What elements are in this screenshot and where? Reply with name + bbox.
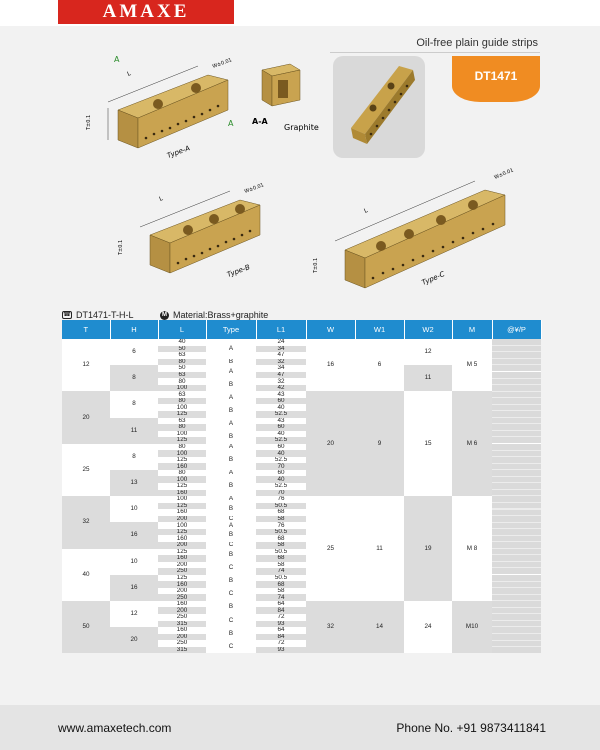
cell-m: M 5 — [452, 339, 492, 391]
cell-h: 6 — [110, 339, 158, 365]
page-subtitle: Oil-free plain guide strips — [416, 37, 538, 49]
cell-l: 100 — [158, 385, 206, 392]
cell-t: 32 — [62, 496, 110, 548]
cell-type: B — [206, 476, 256, 496]
column-header: H — [110, 320, 158, 339]
cell-l1: 58 — [256, 562, 306, 569]
cell-l: 80 — [158, 470, 206, 477]
cell-t: 50 — [62, 601, 110, 653]
cell-t: 12 — [62, 339, 110, 391]
cell-l1: 58 — [256, 588, 306, 595]
cell-l1: 68 — [256, 535, 306, 542]
cell-l: 125 — [158, 575, 206, 582]
cell-type: B — [206, 378, 256, 391]
type-a-dim-w: W±0.01 — [211, 57, 233, 70]
column-header: T — [62, 320, 110, 339]
cell-type: C — [206, 542, 256, 549]
cell-h: 20 — [110, 627, 158, 653]
cell-type: A — [206, 365, 256, 378]
cell-type: C — [206, 562, 256, 575]
cell-l: 100 — [158, 476, 206, 483]
cell-l1: 40 — [256, 476, 306, 483]
cell-l1: 52.5 — [256, 483, 306, 490]
cell-t: 25 — [62, 444, 110, 496]
column-header: W — [306, 320, 355, 339]
section-arrow-a1: A — [114, 55, 120, 64]
cell-w1: 6 — [355, 339, 404, 391]
type-b-drawing — [110, 165, 290, 300]
cell-h: 8 — [110, 444, 158, 470]
cell-w2: 24 — [404, 601, 452, 653]
cell-l1: 50.5 — [256, 529, 306, 536]
cell-l1: 50.5 — [256, 549, 306, 556]
cell-l1: 47 — [256, 372, 306, 379]
cell-l1: 40 — [256, 450, 306, 457]
cell-type: B — [206, 404, 256, 417]
cell-l: 200 — [158, 634, 206, 641]
cell-l1: 50.5 — [256, 575, 306, 582]
cell-l: 100 — [158, 496, 206, 503]
cell-l1: 74 — [256, 568, 306, 575]
cell-h: 10 — [110, 549, 158, 575]
cell-l: 250 — [158, 568, 206, 575]
cell-type: A — [206, 496, 256, 503]
brand-logo: AMAXE — [58, 0, 234, 24]
footer-bar — [0, 705, 600, 750]
phone-number: Phone No. +91 9873411841 — [396, 721, 546, 735]
cell-l: 125 — [158, 437, 206, 444]
type-c-dim-t: T±0.1 — [313, 257, 319, 273]
product-code-badge: DT1471 — [452, 56, 540, 102]
cell-l: 160 — [158, 581, 206, 588]
cell-l: 160 — [158, 509, 206, 516]
cell-type: B — [206, 503, 256, 516]
cell-l1: 72 — [256, 640, 306, 647]
cell-h: 10 — [110, 496, 158, 522]
cell-w1: 14 — [355, 601, 404, 653]
cell-l: 125 — [158, 483, 206, 490]
cell-l: 200 — [158, 516, 206, 523]
cell-l1: 52.5 — [256, 457, 306, 464]
cell-l1: 24 — [256, 339, 306, 346]
website-link[interactable]: www.amaxetech.com — [58, 721, 172, 735]
cell-l: 125 — [158, 457, 206, 464]
cell-l: 125 — [158, 529, 206, 536]
cell-l1: 50.5 — [256, 503, 306, 510]
type-c-dim-l: L — [363, 207, 369, 215]
cell-l1: 74 — [256, 594, 306, 601]
cell-l1: 40 — [256, 431, 306, 438]
cell-type: A — [206, 470, 256, 477]
cell-l1: 58 — [256, 542, 306, 549]
type-b-dim-w: W±0.01 — [243, 182, 265, 195]
cell-h: 8 — [110, 391, 158, 417]
cell-l: 160 — [158, 601, 206, 608]
section-label: A-A — [252, 117, 268, 126]
cell-l: 200 — [158, 588, 206, 595]
cell-l: 80 — [158, 359, 206, 366]
cell-l1: 40 — [256, 404, 306, 411]
cell-l: 63 — [158, 418, 206, 425]
cell-l: 315 — [158, 621, 206, 628]
cell-l: 63 — [158, 372, 206, 379]
cell-type: A — [206, 339, 256, 359]
cell-l1: 60 — [256, 470, 306, 477]
cell-l1: 72 — [256, 614, 306, 621]
cell-m: M 8 — [452, 496, 492, 601]
cell-l1: 84 — [256, 634, 306, 641]
cell-w: 20 — [306, 391, 355, 496]
cell-type: B — [206, 431, 256, 444]
column-header: Type — [206, 320, 256, 339]
cell-l: 100 — [158, 404, 206, 411]
title-divider — [330, 52, 540, 53]
cell-l1: 70 — [256, 490, 306, 497]
cell-t: 40 — [62, 549, 110, 601]
cell-type: C — [206, 588, 256, 601]
column-header: M — [452, 320, 492, 339]
cell-l1: 68 — [256, 509, 306, 516]
column-header: @¥/P — [492, 320, 541, 339]
cell-m: M 6 — [452, 391, 492, 496]
cell-w: 16 — [306, 339, 355, 391]
cell-l: 250 — [158, 614, 206, 621]
cell-type: B — [206, 627, 256, 640]
cell-l1: 32 — [256, 359, 306, 366]
cell-h: 16 — [110, 575, 158, 601]
cell-w2: 15 — [404, 391, 452, 496]
cell-w2: 11 — [404, 365, 452, 391]
cell-type: B — [206, 529, 256, 542]
cell-m: M10 — [452, 601, 492, 653]
cell-l: 63 — [158, 391, 206, 398]
material-spec: M Material:Brass+graphite — [162, 310, 269, 320]
section-aa-drawing — [250, 60, 340, 140]
cell-l: 80 — [158, 378, 206, 385]
ordering-code: ☎ DT1471-T-H-L — [63, 310, 134, 320]
cell-l1: 60 — [256, 424, 306, 431]
graphite-label: Graphite — [284, 123, 319, 132]
cell-l: 160 — [158, 627, 206, 634]
cell-l: 160 — [158, 535, 206, 542]
type-b-dim-t: T±0.1 — [118, 239, 124, 255]
cell-type: A — [206, 444, 256, 451]
column-header: W1 — [355, 320, 404, 339]
cell-l1: 34 — [256, 365, 306, 372]
cell-type: C — [206, 614, 256, 627]
cell-l: 200 — [158, 607, 206, 614]
type-a-label: Type-A — [165, 144, 192, 160]
cell-price — [492, 339, 541, 653]
cell-l1: 84 — [256, 607, 306, 614]
cell-l1: 93 — [256, 621, 306, 628]
type-b-label: Type-B — [225, 263, 252, 279]
cell-l: 80 — [158, 444, 206, 451]
section-arrow-a2: A — [228, 119, 234, 128]
cell-w2: 19 — [404, 496, 452, 601]
type-a-drawing — [78, 40, 258, 175]
cell-w1: 11 — [355, 496, 404, 601]
cell-l: 80 — [158, 424, 206, 431]
cell-l1: 76 — [256, 496, 306, 503]
cell-type: C — [206, 640, 256, 653]
cell-l1: 64 — [256, 601, 306, 608]
cell-l1: 34 — [256, 346, 306, 353]
spec-table — [62, 320, 542, 653]
cell-type: B — [206, 359, 256, 366]
cell-type: A — [206, 391, 256, 404]
material-icon: M — [162, 311, 167, 318]
cell-l1: 76 — [256, 522, 306, 529]
cell-h: 13 — [110, 470, 158, 496]
cell-l1: 47 — [256, 352, 306, 359]
type-a-dim-t: T±0.1 — [86, 114, 92, 130]
type-c-dim-w: W±0.01 — [493, 167, 515, 181]
cell-l1: 42 — [256, 385, 306, 392]
column-header: L1 — [256, 320, 306, 339]
cell-l: 250 — [158, 594, 206, 601]
type-c-drawing — [305, 155, 535, 305]
cell-l: 100 — [158, 431, 206, 438]
cell-l1: 43 — [256, 391, 306, 398]
cell-t: 20 — [62, 391, 110, 443]
cell-h: 12 — [110, 601, 158, 627]
type-c-label: Type-C — [420, 270, 446, 287]
cell-l1: 68 — [256, 581, 306, 588]
cell-l1: 60 — [256, 398, 306, 405]
cell-l: 200 — [158, 562, 206, 569]
cell-l: 250 — [158, 640, 206, 647]
cell-h: 8 — [110, 365, 158, 391]
cell-l1: 52.5 — [256, 437, 306, 444]
cell-w: 32 — [306, 601, 355, 653]
table-header-row — [62, 320, 541, 339]
cell-type: C — [206, 516, 256, 523]
cell-w1: 9 — [355, 391, 404, 496]
cell-w: 25 — [306, 496, 355, 601]
cell-l1: 43 — [256, 418, 306, 425]
cell-l1: 60 — [256, 444, 306, 451]
cell-l: 40 — [158, 339, 206, 346]
cell-l: 100 — [158, 450, 206, 457]
cell-l: 80 — [158, 398, 206, 405]
cell-h: 11 — [110, 418, 158, 444]
table-body — [62, 339, 541, 653]
cell-l: 125 — [158, 503, 206, 510]
cell-type: B — [206, 549, 256, 562]
cell-l: 50 — [158, 346, 206, 353]
cell-l1: 70 — [256, 463, 306, 470]
cell-w2: 12 — [404, 339, 452, 365]
cell-l: 200 — [158, 542, 206, 549]
cell-l1: 93 — [256, 647, 306, 654]
cell-type: B — [206, 575, 256, 588]
cell-l: 125 — [158, 411, 206, 418]
cell-l: 125 — [158, 549, 206, 556]
cell-l1: 68 — [256, 555, 306, 562]
cell-l: 50 — [158, 365, 206, 372]
cell-h: 16 — [110, 522, 158, 548]
type-a-dim-l: L — [126, 70, 132, 78]
cell-type: A — [206, 522, 256, 529]
cell-l1: 58 — [256, 516, 306, 523]
column-header: W2 — [404, 320, 452, 339]
cell-l: 160 — [158, 490, 206, 497]
product-photo — [333, 56, 425, 158]
cell-l: 315 — [158, 647, 206, 654]
cell-l1: 64 — [256, 627, 306, 634]
cell-type: A — [206, 418, 256, 431]
phone-icon: ☎ — [63, 312, 71, 318]
cell-l1: 32 — [256, 378, 306, 385]
cell-type: B — [206, 450, 256, 470]
type-b-dim-l: L — [158, 195, 164, 203]
header-bar — [0, 0, 600, 26]
cell-l: 160 — [158, 555, 206, 562]
cell-type: B — [206, 601, 256, 614]
cell-l1: 52.5 — [256, 411, 306, 418]
cell-l: 63 — [158, 352, 206, 359]
cell-l: 100 — [158, 522, 206, 529]
cell-l: 160 — [158, 463, 206, 470]
column-header: L — [158, 320, 206, 339]
